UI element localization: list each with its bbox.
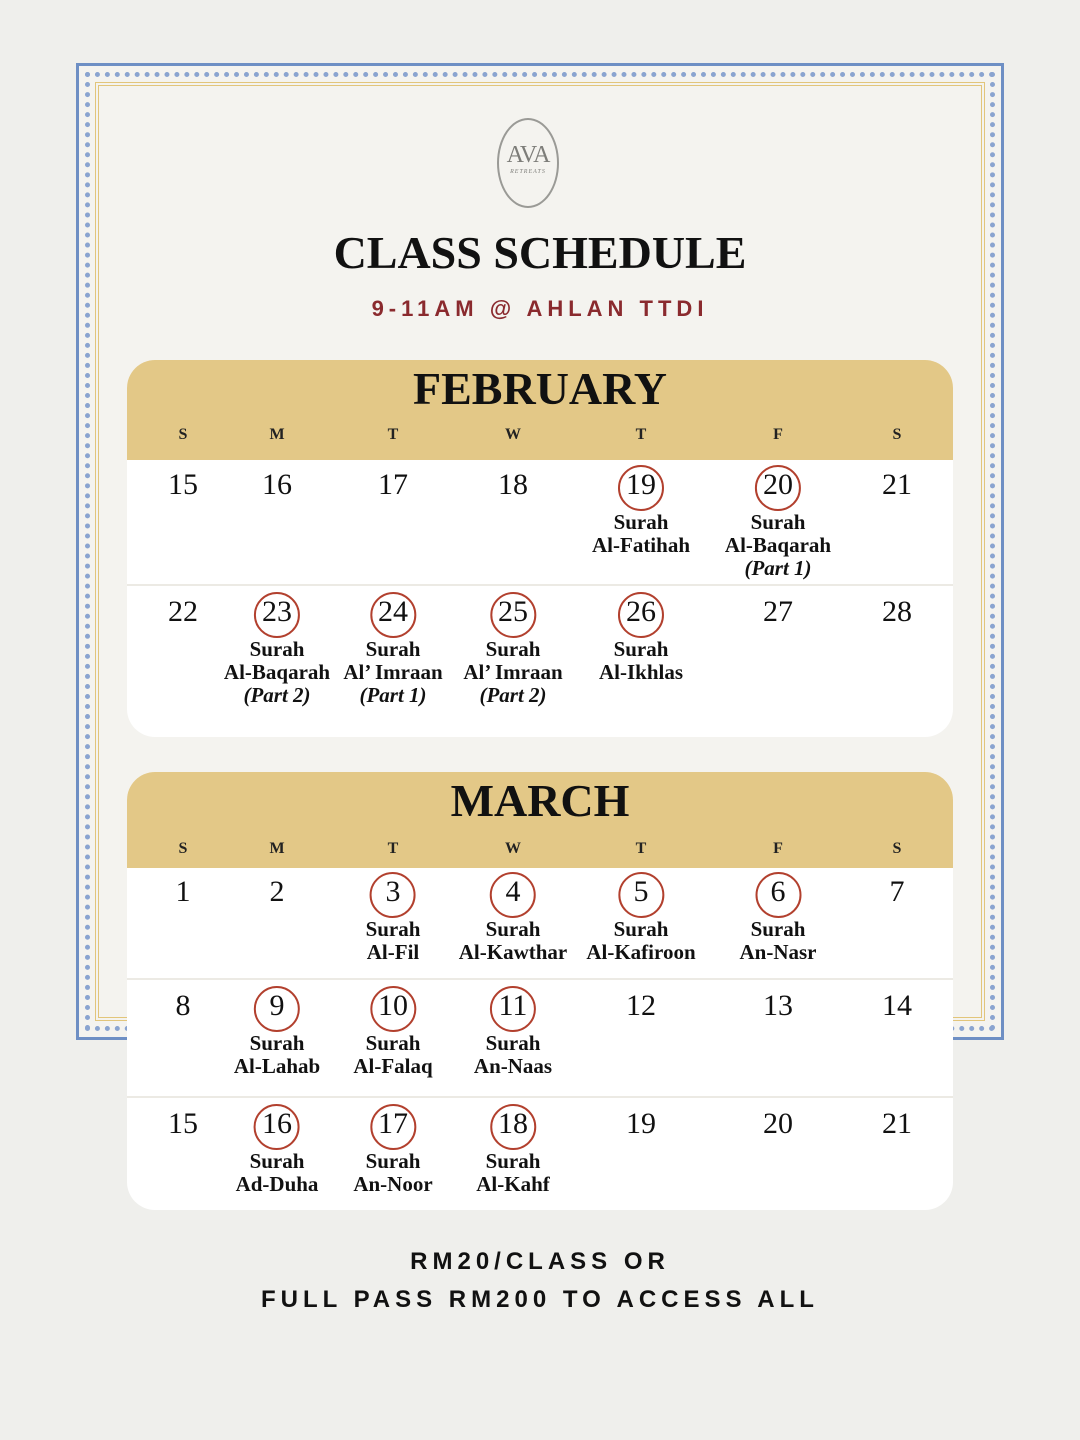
day-cell (490, 465, 536, 507)
weekday-label: T (387, 426, 399, 443)
circled-date-number: 5 (618, 872, 664, 914)
surah-name: Al-Lahab (233, 1054, 321, 1078)
calendar-header (127, 772, 953, 868)
surah-label (599, 638, 683, 684)
surah-label (353, 1150, 432, 1196)
day-cell (160, 592, 206, 634)
surah-name: Al’ Imraan (343, 660, 443, 684)
pricing-line-1: RM20/CLASS OR (410, 1248, 670, 1275)
circled-date-number: 23 (254, 592, 300, 634)
weekday-label: T (635, 426, 647, 443)
circled-date-number: 3 (370, 872, 416, 914)
day-cell (874, 1104, 920, 1146)
circled-date-number: 25 (490, 592, 536, 634)
day-cell (755, 592, 801, 634)
surah-name: Al-Ikhlas (598, 660, 684, 684)
date-number: 12 (626, 989, 656, 1022)
surah-label (474, 1032, 552, 1078)
day-cell (874, 465, 920, 507)
date-number: 20 (763, 1107, 793, 1140)
day-cell (618, 986, 664, 1028)
surah-name: Surah (485, 917, 541, 941)
weekday-label: W (505, 426, 521, 443)
day-cell (160, 465, 206, 507)
weekday-label: S (892, 840, 902, 857)
day-cell (160, 986, 206, 1028)
surah-label (592, 511, 690, 557)
circled-date-number: 17 (370, 1104, 416, 1146)
circled-date-number: 10 (370, 986, 416, 1028)
date-number: 21 (882, 1107, 912, 1140)
surah-name: Surah (485, 1149, 541, 1173)
row-divider (127, 584, 953, 586)
surah-name: Al-Falaq (353, 1054, 433, 1078)
day-cell (160, 1104, 206, 1146)
logo-main-text: AVA (506, 142, 550, 168)
day-cell (370, 465, 416, 507)
class-day-cell (474, 986, 552, 1078)
surah-name: Al-Kafiroon (586, 940, 696, 964)
row-divider (127, 1096, 953, 1098)
day-cell (618, 1104, 664, 1146)
date-number: 15 (168, 1107, 198, 1140)
surah-name: Surah (613, 510, 669, 534)
pricing-line-2: FULL PASS RM200 TO ACCESS ALL (261, 1286, 819, 1313)
class-day-cell (463, 592, 562, 707)
surah-name: Surah (249, 637, 305, 661)
surah-label (740, 918, 817, 964)
class-day-cell (586, 872, 695, 964)
surah-label (234, 1032, 320, 1078)
class-day-cell (224, 592, 330, 707)
surah-name: An-Nasr (739, 940, 817, 964)
class-day-cell (366, 872, 421, 964)
surah-name: Al’ Imraan (463, 660, 563, 684)
weekday-label: M (269, 840, 285, 857)
ava-retreats-logo (497, 118, 559, 208)
month-name: FEBRUARY (413, 363, 667, 414)
circled-date-number: 18 (490, 1104, 536, 1146)
weekday-label: F (773, 840, 783, 857)
day-cell (755, 1104, 801, 1146)
circled-date-number: 4 (490, 872, 536, 914)
surah-name: Surah (750, 917, 806, 941)
surah-name: Al-Baqarah (223, 660, 331, 684)
class-day-cell (353, 986, 432, 1078)
circled-date-number: 26 (618, 592, 664, 634)
date-number: 15 (168, 468, 198, 501)
calendar-february (127, 360, 953, 737)
calendar-header (127, 360, 953, 460)
class-day-cell (599, 592, 683, 684)
surah-label (459, 918, 568, 964)
surah-name: Surah (249, 1031, 305, 1055)
weekday-label: S (178, 840, 188, 857)
circled-date-number: 24 (370, 592, 416, 634)
surah-name: Al-Fil (366, 940, 420, 964)
surah-name: Surah (613, 917, 669, 941)
row-divider (127, 978, 953, 980)
date-number: 14 (882, 989, 912, 1022)
class-day-cell (740, 872, 817, 964)
date-number: 1 (175, 875, 191, 908)
day-cell (874, 592, 920, 634)
day-cell (160, 872, 206, 914)
class-day-cell (343, 592, 442, 707)
weekday-label: T (635, 840, 647, 857)
surah-label (463, 638, 562, 707)
circled-date-number: 20 (755, 465, 801, 507)
date-number: 21 (882, 468, 912, 501)
surah-part: (Part 1) (359, 683, 427, 707)
surah-part: (Part 2) (243, 683, 311, 707)
weekday-label: W (505, 840, 521, 857)
day-cell (254, 872, 300, 914)
date-number: 16 (262, 468, 292, 501)
date-number: 8 (175, 989, 191, 1022)
surah-name: Al-Baqarah (724, 533, 832, 557)
weekday-label: S (892, 426, 902, 443)
calendar-march (127, 772, 953, 1210)
weekday-label: F (773, 426, 783, 443)
month-name: MARCH (450, 775, 630, 826)
logo-sub-text: RETREATS (510, 169, 546, 175)
weekday-label: M (269, 426, 285, 443)
surah-name: Surah (365, 637, 421, 661)
date-number: 13 (763, 989, 793, 1022)
circled-date-number: 9 (254, 986, 300, 1028)
date-number: 2 (269, 875, 285, 908)
date-number: 19 (626, 1107, 656, 1140)
weekday-label: S (178, 426, 188, 443)
circled-date-number: 6 (755, 872, 801, 914)
circled-date-number: 11 (490, 986, 536, 1028)
circled-date-number: 16 (254, 1104, 300, 1146)
day-cell (874, 872, 920, 914)
date-number: 22 (168, 595, 198, 628)
surah-name: Surah (365, 917, 421, 941)
surah-name: Surah (750, 510, 806, 534)
surah-name: Surah (249, 1149, 305, 1173)
class-day-cell (476, 1104, 550, 1196)
surah-name: Ad-Duha (235, 1172, 319, 1196)
date-number: 7 (889, 875, 905, 908)
surah-label (725, 511, 831, 580)
surah-name: An-Noor (353, 1172, 433, 1196)
surah-name: Surah (485, 637, 541, 661)
class-day-cell (236, 1104, 319, 1196)
date-number: 18 (498, 468, 528, 501)
surah-name: Surah (613, 637, 669, 661)
surah-label (236, 1150, 319, 1196)
circled-date-number: 19 (618, 465, 664, 507)
surah-label (366, 918, 421, 964)
surah-label (476, 1150, 550, 1196)
surah-name: Surah (365, 1149, 421, 1173)
page-title: CLASS SCHEDULE (333, 227, 747, 278)
date-number: 17 (378, 468, 408, 501)
surah-name: Surah (365, 1031, 421, 1055)
surah-part: (Part 2) (479, 683, 547, 707)
class-day-cell (234, 986, 320, 1078)
date-number: 28 (882, 595, 912, 628)
class-day-cell (353, 1104, 432, 1196)
class-day-cell (592, 465, 690, 557)
surah-name: Surah (485, 1031, 541, 1055)
surah-label (353, 1032, 432, 1078)
day-cell (755, 986, 801, 1028)
surah-part: (Part 1) (744, 556, 812, 580)
surah-name: Al-Kahf (476, 1172, 550, 1196)
page-subtitle: 9-11AM @ AHLAN TTDI (371, 296, 709, 321)
surah-name: An-Naas (473, 1054, 553, 1078)
day-cell (874, 986, 920, 1028)
surah-label (343, 638, 442, 707)
class-day-cell (725, 465, 831, 580)
surah-label (586, 918, 695, 964)
weekday-label: T (387, 840, 399, 857)
date-number: 27 (763, 595, 793, 628)
surah-name: Al-Fatihah (591, 533, 691, 557)
surah-name: Al-Kawthar (458, 940, 568, 964)
day-cell (254, 465, 300, 507)
class-day-cell (459, 872, 568, 964)
surah-label (224, 638, 330, 707)
